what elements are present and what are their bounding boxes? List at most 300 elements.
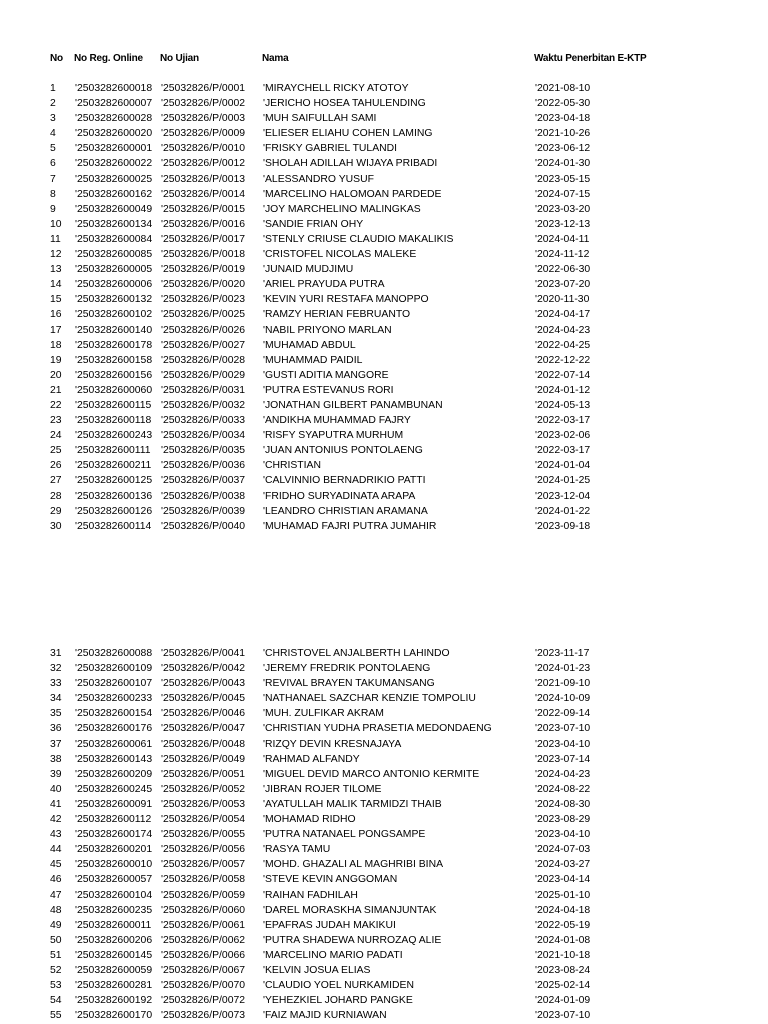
cell-no-ujian: '25032826/P/0009	[161, 128, 246, 140]
cell-no: 37	[50, 738, 62, 750]
table-row	[48, 172, 615, 187]
cell-no-ujian: '25032826/P/0018	[161, 249, 246, 261]
cell-no-ujian: '25032826/P/0061	[161, 919, 246, 931]
cell-no-ujian: '25032826/P/0059	[161, 889, 246, 901]
cell-waktu: '2024-03-27	[535, 859, 591, 871]
cell-waktu: '2024-01-12	[535, 384, 591, 396]
cell-no: 52	[50, 964, 62, 976]
cell-no: 35	[50, 708, 62, 720]
cell-no: 11	[50, 233, 61, 245]
cell-no-ujian: '25032826/P/0062	[161, 934, 246, 946]
table-row	[48, 721, 615, 736]
cell-waktu: '2024-01-22	[535, 505, 591, 517]
table-row	[48, 277, 615, 292]
cell-nama: 'JONATHAN GILBERT PANAMBUNAN	[263, 399, 443, 411]
cell-reg-online: '2503282600010	[75, 859, 153, 871]
cell-no-ujian: '25032826/P/0047	[161, 723, 246, 735]
cell-no: 19	[50, 354, 62, 366]
cell-nama: 'MIRAYCHELL RICKY ATOTOY	[263, 83, 409, 94]
cell-reg-online: '2503282600209	[75, 768, 153, 780]
cell-no: 12	[50, 249, 62, 261]
cell-no: 15	[50, 294, 62, 306]
cell-no-ujian: '25032826/P/0013	[161, 173, 246, 185]
cell-nama: 'EPAFRAS JUDAH MAKIKUI	[263, 919, 396, 931]
cell-no: 50	[50, 934, 62, 946]
cell-nama: 'JOY MARCHELINO MALINGKAS	[263, 203, 421, 215]
cell-reg-online: '2503282600059	[75, 964, 153, 976]
cell-waktu: '2023-02-06	[535, 430, 591, 442]
table-row	[48, 948, 615, 963]
cell-waktu: '2023-04-14	[535, 874, 591, 886]
table-row	[48, 338, 615, 353]
cell-no: 23	[50, 415, 62, 427]
cell-reg-online: '2503282600233	[75, 693, 153, 705]
cell-reg-online: '2503282600088	[75, 648, 153, 659]
cell-nama: 'PUTRA SHADEWA NURROZAQ ALIE	[263, 934, 442, 946]
cell-no: 27	[50, 475, 62, 487]
cell-no: 36	[50, 723, 62, 735]
cell-nama: 'KELVIN JOSUA ELIAS	[263, 964, 371, 976]
cell-waktu: '2024-04-18	[535, 904, 591, 916]
cell-reg-online: '2503282600136	[75, 490, 153, 502]
cell-no-ujian: '25032826/P/0002	[161, 98, 246, 110]
table-row	[48, 963, 615, 978]
cell-nama: 'JERICHO HOSEA TAHULENDING	[263, 98, 426, 110]
cell-waktu: '2023-08-29	[535, 814, 591, 826]
cell-no: 10	[50, 218, 62, 230]
cell-reg-online: '2503282600281	[75, 980, 153, 992]
cell-waktu: '2021-10-18	[535, 949, 591, 961]
cell-no: 8	[50, 188, 56, 200]
cell-nama: 'JEREMY FREDRIK PONTOLAENG	[263, 663, 431, 675]
cell-nama: 'RAIHAN FADHILAH	[263, 889, 358, 901]
table-row	[48, 691, 615, 706]
cell-nama: 'FRIDHO SURYADINATA ARAPA	[263, 490, 416, 502]
cell-nama: 'NABIL PRIYONO MARLAN	[263, 324, 392, 336]
cell-no-ujian: '25032826/P/0036	[161, 460, 246, 472]
cell-waktu: '2024-01-08	[535, 934, 591, 946]
table-row	[48, 126, 615, 141]
cell-reg-online: '2503282600178	[75, 339, 153, 351]
cell-waktu: '2024-05-13	[535, 399, 591, 411]
cell-waktu: '2023-05-15	[535, 173, 591, 185]
cell-reg-online: '2503282600174	[75, 829, 153, 841]
cell-reg-online: '2503282600192	[75, 995, 153, 1007]
cell-no-ujian: '25032826/P/0023	[161, 294, 246, 306]
cell-nama: 'MUH SAIFULLAH SAMI	[263, 113, 377, 125]
cell-no-ujian: '25032826/P/0053	[161, 798, 246, 810]
cell-no: 55	[50, 1010, 62, 1022]
cell-no-ujian: '25032826/P/0029	[161, 369, 246, 381]
cell-nama: 'JUAN ANTONIUS PONTOLAENG	[263, 445, 423, 457]
cell-no-ujian: '25032826/P/0056	[161, 844, 246, 856]
table-row	[48, 262, 615, 277]
cell-waktu: '2022-07-14	[535, 369, 591, 381]
cell-no-ujian: '25032826/P/0049	[161, 753, 246, 765]
cell-no: 51	[50, 949, 62, 961]
column-header-waktu: Waktu Penerbitan E-KTP	[534, 53, 647, 64]
cell-no: 2	[50, 98, 56, 110]
participant-table-part-2	[48, 646, 615, 1023]
cell-no-ujian: '25032826/P/0051	[161, 768, 246, 780]
cell-no-ujian: '25032826/P/0035	[161, 445, 246, 457]
cell-nama: 'RASYA TAMU	[263, 844, 331, 856]
cell-reg-online: '2503282600001	[75, 143, 153, 155]
table-row	[48, 504, 615, 519]
cell-nama: 'KEVIN YURI RESTAFA MANOPPO	[263, 294, 429, 306]
cell-nama: 'SANDIE FRIAN OHY	[263, 218, 364, 230]
cell-nama: 'RAHMAD ALFANDY	[263, 753, 360, 765]
cell-no-ujian: '25032826/P/0066	[161, 949, 246, 961]
cell-no-ujian: '25032826/P/0032	[161, 399, 246, 411]
table-row	[48, 111, 615, 126]
table-row	[48, 383, 615, 398]
cell-waktu: '2024-04-23	[535, 324, 591, 336]
cell-no-ujian: '25032826/P/0025	[161, 309, 246, 321]
table-row	[48, 752, 615, 767]
cell-no: 7	[50, 173, 56, 185]
cell-waktu: '2021-10-26	[535, 128, 591, 140]
cell-waktu: '2024-08-30	[535, 798, 591, 810]
cell-nama: 'RAMZY HERIAN FEBRUANTO	[263, 309, 411, 321]
cell-nama: 'GUSTI ADITIA MANGORE	[263, 369, 389, 381]
cell-waktu: '2023-07-10	[535, 723, 591, 735]
cell-no: 14	[50, 279, 62, 291]
cell-waktu: '2024-07-15	[535, 188, 591, 200]
cell-reg-online: '2503282600018	[75, 83, 153, 94]
cell-nama: 'ARIEL PRAYUDA PUTRA	[263, 279, 385, 291]
cell-no-ujian: '25032826/P/0038	[161, 490, 246, 502]
cell-no-ujian: '25032826/P/0019	[161, 264, 246, 276]
cell-no-ujian: '25032826/P/0043	[161, 678, 246, 690]
cell-reg-online: '2503282600114	[75, 520, 152, 532]
cell-reg-online: '2503282600201	[75, 844, 153, 856]
cell-reg-online: '2503282600057	[75, 874, 153, 886]
cell-no-ujian: '25032826/P/0001	[161, 83, 246, 94]
cell-nama: 'SHOLAH ADILLAH WIJAYA PRIBADI	[263, 158, 438, 170]
cell-no: 22	[50, 399, 62, 411]
cell-waktu: '2022-09-14	[535, 708, 591, 720]
cell-no: 34	[50, 693, 62, 705]
cell-nama: 'MARCELINO HALOMOAN PARDEDE	[263, 188, 442, 200]
table-row	[48, 842, 615, 857]
cell-waktu: '2020-11-30	[535, 294, 590, 306]
cell-nama: 'CHRISTOVEL ANJALBERTH LAHINDO	[263, 648, 450, 659]
column-header-nama: Nama	[262, 53, 289, 64]
cell-no-ujian: '25032826/P/0067	[161, 964, 246, 976]
table-row	[48, 307, 615, 322]
cell-no-ujian: '25032826/P/0072	[161, 995, 246, 1007]
cell-no-ujian: '25032826/P/0054	[161, 814, 246, 826]
cell-no: 25	[50, 445, 62, 457]
table-row	[48, 519, 615, 534]
cell-nama: 'CRISTOFEL NICOLAS MALEKE	[263, 249, 417, 261]
cell-no-ujian: '25032826/P/0003	[161, 113, 246, 125]
cell-no-ujian: '25032826/P/0073	[161, 1010, 246, 1022]
cell-no-ujian: '25032826/P/0041	[161, 648, 246, 659]
cell-nama: 'REVIVAL BRAYEN TAKUMANSANG	[263, 678, 435, 690]
cell-nama: 'MUH. ZULFIKAR AKRAM	[263, 708, 384, 720]
cell-waktu: '2022-12-22	[535, 354, 591, 366]
cell-nama: 'STENLY CRIUSE CLAUDIO MAKALIKIS	[263, 233, 454, 245]
cell-waktu: '2023-08-24	[535, 964, 591, 976]
cell-waktu: '2024-01-04	[535, 460, 591, 472]
cell-nama: 'ANDIKHA MUHAMMAD FAJRY	[263, 415, 411, 427]
cell-nama: 'NATHANAEL SAZCHAR KENZIE TOMPOLIU	[263, 693, 476, 705]
cell-reg-online: '2503282600126	[75, 505, 153, 517]
cell-reg-online: '2503282600206	[75, 934, 153, 946]
table-row	[48, 918, 615, 933]
cell-nama: 'FRISKY GABRIEL TULANDI	[263, 143, 398, 155]
cell-no: 17	[50, 324, 62, 336]
cell-nama: 'MUHAMAD FAJRI PUTRA JUMAHIR	[263, 520, 437, 532]
cell-no-ujian: '25032826/P/0055	[161, 829, 246, 841]
cell-reg-online: '2503282600115	[75, 399, 152, 411]
cell-no-ujian: '25032826/P/0028	[161, 354, 246, 366]
cell-waktu: '2024-08-22	[535, 783, 591, 795]
cell-waktu: '2023-07-20	[535, 279, 591, 291]
column-header-reg-online: No Reg. Online	[74, 53, 143, 64]
cell-no: 29	[50, 505, 62, 517]
cell-no: 42	[50, 814, 62, 826]
cell-no: 1	[50, 83, 56, 94]
cell-reg-online: '2503282600243	[75, 430, 153, 442]
cell-waktu: '2024-07-03	[535, 844, 591, 856]
cell-no: 43	[50, 829, 62, 841]
cell-no: 9	[50, 203, 56, 215]
cell-no: 24	[50, 430, 62, 442]
cell-nama: 'CALVINNIO BERNADRIKIO PATTI	[263, 475, 426, 487]
table-row	[48, 827, 615, 842]
cell-waktu: '2024-11-12	[535, 249, 590, 261]
cell-reg-online: '2503282600107	[75, 678, 153, 690]
table-row	[48, 428, 615, 443]
cell-nama: 'ELIESER ELIAHU COHEN LAMING	[263, 128, 433, 140]
cell-reg-online: '2503282600025	[75, 173, 153, 185]
cell-no-ujian: '25032826/P/0048	[161, 738, 246, 750]
table-row	[48, 646, 615, 661]
table-row	[48, 247, 615, 262]
cell-no-ujian: '25032826/P/0017	[161, 233, 246, 245]
cell-reg-online: '2503282600140	[75, 324, 153, 336]
cell-no-ujian: '25032826/P/0026	[161, 324, 246, 336]
cell-waktu: '2025-02-14	[535, 980, 591, 992]
cell-waktu: '2023-12-04	[535, 490, 591, 502]
cell-reg-online: '2503282600170	[75, 1010, 153, 1022]
cell-nama: 'MOHD. GHAZALI AL MAGHRIBI BINA	[263, 859, 444, 871]
cell-reg-online: '2503282600084	[75, 233, 153, 245]
cell-no: 38	[50, 753, 62, 765]
cell-reg-online: '2503282600176	[75, 723, 153, 735]
cell-waktu: '2023-11-17	[535, 648, 590, 659]
cell-no: 18	[50, 339, 62, 351]
cell-no: 48	[50, 904, 62, 916]
cell-reg-online: '2503282600020	[75, 128, 153, 140]
table-row	[48, 323, 615, 338]
cell-nama: 'RISFY SYAPUTRA MURHUM	[263, 430, 404, 442]
cell-no: 31	[50, 648, 62, 659]
cell-no: 16	[50, 309, 62, 321]
cell-reg-online: '2503282600134	[75, 218, 153, 230]
cell-waktu: '2022-06-30	[535, 264, 591, 276]
table-row	[48, 96, 615, 111]
cell-reg-online: '2503282600211	[75, 460, 152, 472]
cell-no: 53	[50, 980, 62, 992]
cell-no: 26	[50, 460, 62, 472]
cell-reg-online: '2503282600154	[75, 708, 153, 720]
cell-nama: 'DAREL MORASKHA SIMANJUNTAK	[263, 904, 437, 916]
cell-reg-online: '2503282600132	[75, 294, 153, 306]
cell-reg-online: '2503282600085	[75, 249, 153, 261]
cell-no: 20	[50, 369, 62, 381]
cell-no-ujian: '25032826/P/0046	[161, 708, 246, 720]
cell-nama: 'CHRISTIAN YUDHA PRASETIA MEDONDAENG	[263, 723, 492, 735]
cell-no-ujian: '25032826/P/0034	[161, 430, 246, 442]
cell-nama: 'PUTRA ESTEVANUS RORI	[263, 384, 394, 396]
cell-nama: 'PUTRA NATANAEL PONGSAMPE	[263, 829, 426, 841]
cell-nama: 'JIBRAN ROJER TILOME	[263, 783, 382, 795]
cell-waktu: '2021-09-10	[535, 678, 591, 690]
cell-reg-online: '2503282600028	[75, 113, 153, 125]
cell-no: 39	[50, 768, 62, 780]
table-row	[48, 458, 615, 473]
cell-waktu: '2023-07-10	[535, 1010, 591, 1022]
cell-nama: 'MIGUEL DEVID MARCO ANTONIO KERMITE	[263, 768, 480, 780]
cell-no-ujian: '25032826/P/0027	[161, 339, 246, 351]
cell-no-ujian: '25032826/P/0042	[161, 663, 246, 675]
cell-no: 30	[50, 520, 62, 532]
cell-no: 40	[50, 783, 62, 795]
cell-reg-online: '2503282600111	[75, 445, 151, 457]
cell-waktu: '2023-04-10	[535, 738, 591, 750]
cell-reg-online: '2503282600006	[75, 279, 153, 291]
cell-waktu: '2024-04-23	[535, 768, 591, 780]
table-row	[48, 782, 615, 797]
cell-waktu: '2024-01-25	[535, 475, 591, 487]
cell-no-ujian: '25032826/P/0012	[161, 158, 246, 170]
cell-reg-online: '2503282600143	[75, 753, 153, 765]
table-row	[48, 156, 615, 171]
cell-reg-online: '2503282600112	[75, 814, 152, 826]
table-row	[48, 676, 615, 691]
cell-no-ujian: '25032826/P/0016	[161, 218, 246, 230]
table-row	[48, 767, 615, 782]
table-row	[48, 489, 615, 504]
table-row	[48, 1008, 615, 1023]
cell-no: 33	[50, 678, 62, 690]
table-row	[48, 857, 615, 872]
cell-nama: 'MUHAMAD ABDUL	[263, 339, 356, 351]
cell-reg-online: '2503282600102	[75, 309, 153, 321]
cell-no: 49	[50, 919, 62, 931]
cell-waktu: '2023-04-18	[535, 113, 591, 125]
table-row	[48, 978, 615, 993]
table-row	[48, 368, 615, 383]
cell-no-ujian: '25032826/P/0033	[161, 415, 246, 427]
table-row	[48, 872, 615, 887]
cell-no: 13	[50, 264, 62, 276]
cell-waktu: '2024-04-11	[535, 233, 590, 245]
table-row	[48, 737, 615, 752]
cell-no-ujian: '25032826/P/0040	[161, 520, 246, 532]
cell-no-ujian: '25032826/P/0010	[161, 143, 246, 155]
cell-nama: 'LEANDRO CHRISTIAN ARAMANA	[263, 505, 428, 517]
cell-reg-online: '2503282600091	[75, 798, 153, 810]
cell-no: 6	[50, 158, 56, 170]
cell-waktu: '2022-03-17	[535, 415, 591, 427]
column-header-no: No	[50, 53, 63, 64]
cell-no: 3	[50, 113, 56, 125]
cell-nama: 'CHRISTIAN	[263, 460, 321, 472]
table-row	[48, 232, 615, 247]
table-row	[48, 797, 615, 812]
cell-no: 45	[50, 859, 62, 871]
cell-no-ujian: '25032826/P/0058	[161, 874, 246, 886]
cell-reg-online: '2503282600145	[75, 949, 153, 961]
cell-reg-online: '2503282600245	[75, 783, 153, 795]
cell-reg-online: '2503282600156	[75, 369, 153, 381]
cell-nama: 'ALESSANDRO YUSUF	[263, 173, 374, 185]
column-header-no-ujian: No Ujian	[160, 53, 199, 64]
table-row	[48, 217, 615, 232]
cell-no-ujian: '25032826/P/0031	[161, 384, 246, 396]
table-row	[48, 812, 615, 827]
cell-waktu: '2024-04-17	[535, 309, 591, 321]
cell-waktu: '2025-01-10	[535, 889, 591, 901]
cell-nama: 'MUHAMMAD PAIDIL	[263, 354, 363, 366]
cell-nama: 'STEVE KEVIN ANGGOMAN	[263, 874, 398, 886]
cell-reg-online: '2503282600125	[75, 475, 153, 487]
table-row	[48, 933, 615, 948]
table-row	[48, 443, 615, 458]
cell-no: 5	[50, 143, 56, 155]
cell-no: 46	[50, 874, 62, 886]
cell-no: 41	[50, 798, 62, 810]
cell-nama: 'MOHAMAD RIDHO	[263, 814, 356, 826]
cell-reg-online: '2503282600022	[75, 158, 153, 170]
table-row	[48, 81, 615, 96]
cell-no-ujian: '25032826/P/0014	[161, 188, 246, 200]
table-row	[48, 888, 615, 903]
table-row	[48, 903, 615, 918]
cell-reg-online: '2503282600162	[75, 188, 153, 200]
participant-table-part-1	[48, 81, 615, 534]
table-row	[48, 473, 615, 488]
cell-no-ujian: '25032826/P/0039	[161, 505, 246, 517]
table-row	[48, 661, 615, 676]
table-row	[48, 202, 615, 217]
cell-waktu: '2023-06-12	[535, 143, 591, 155]
cell-waktu: '2021-08-10	[535, 83, 591, 94]
table-row	[48, 706, 615, 721]
cell-waktu: '2022-05-30	[535, 98, 591, 110]
table-row	[48, 353, 615, 368]
cell-waktu: '2023-12-13	[535, 218, 591, 230]
cell-reg-online: '2503282600061	[75, 738, 153, 750]
cell-no: 32	[50, 663, 62, 675]
cell-reg-online: '2503282600235	[75, 904, 153, 916]
cell-waktu: '2022-03-17	[535, 445, 591, 457]
cell-reg-online: '2503282600109	[75, 663, 153, 675]
cell-reg-online: '2503282600104	[75, 889, 153, 901]
cell-no-ujian: '25032826/P/0037	[161, 475, 246, 487]
cell-nama: 'RIZQY DEVIN KRESNAJAYA	[263, 738, 402, 750]
cell-no: 4	[50, 128, 56, 140]
cell-reg-online: '2503282600118	[75, 415, 152, 427]
cell-nama: 'AYATULLAH MALIK TARMIDZI THAIB	[263, 798, 442, 810]
cell-no: 44	[50, 844, 62, 856]
cell-no-ujian: '25032826/P/0070	[161, 980, 246, 992]
